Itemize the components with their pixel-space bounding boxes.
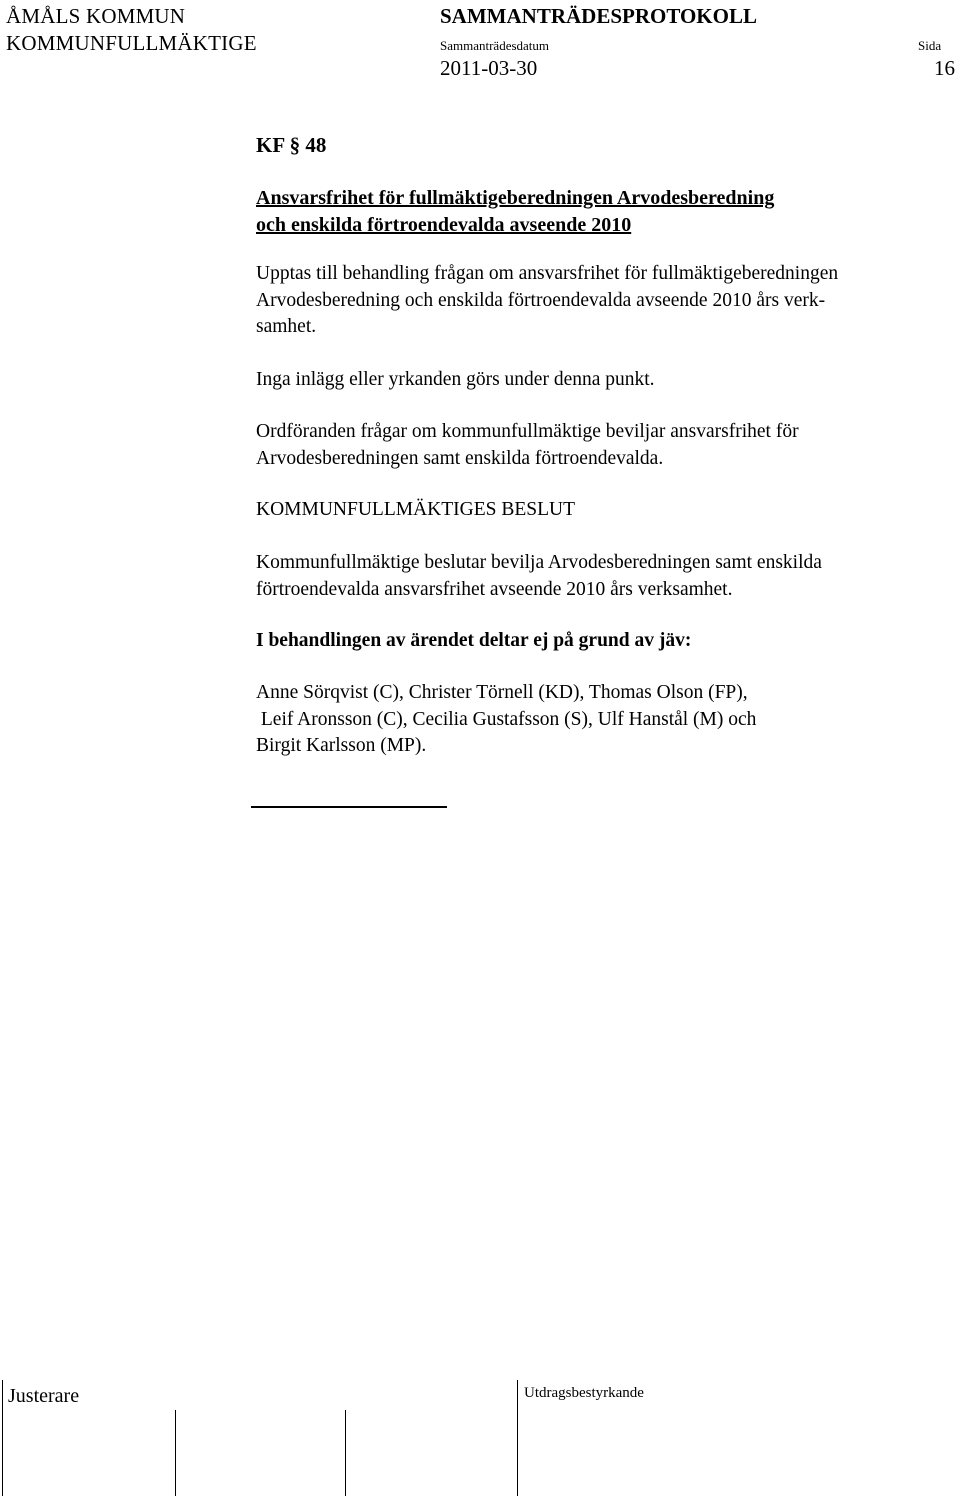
footer-middle-border — [517, 1380, 518, 1496]
signature-divider-1 — [175, 1410, 176, 1496]
intro-paragraph — [256, 261, 838, 341]
decision-line: förtroendevalda ansvarsfrihet avseende 2010 års verksamhet. — [256, 578, 733, 600]
decision-heading-text: KOMMUNFULLMÄKTIGES BESLUT — [256, 499, 576, 520]
chair-question-paragraph — [256, 419, 799, 472]
section-title-line: och enskilda förtroendevalda avseende 2010 — [256, 213, 632, 236]
chair-question-line: Ordföranden frågar om kommunfullmäktige beviljar ansvarsfrihet för — [256, 421, 799, 442]
decision-line: Kommunfullmäktige beslutar bevilja Arvodesberedningen samt enskilda — [256, 552, 822, 573]
date-label: Sammanträdesdatum — [440, 38, 550, 53]
intro-line: Arvodesberedning och enskilda förtroendevalda avseende 2010 års verk- — [256, 289, 826, 311]
recusal-line: Anne Sörqvist (C), Christer Törnell (KD), Thomas Olson (FP), — [256, 682, 748, 703]
recusal-heading — [256, 628, 691, 655]
recusal-list — [256, 680, 756, 760]
footer-left-border — [2, 1380, 3, 1496]
decision-heading — [256, 497, 575, 524]
signature-divider-2 — [345, 1410, 346, 1496]
justerare-label: Justerare — [8, 1385, 80, 1407]
recusal-line: Leif Aronsson (C), Cecilia Gustafsson (S), Ulf Hanstål (M) och — [256, 708, 757, 730]
utdragsbestyrkande-label: Utdragsbestyrkande — [524, 1385, 644, 1401]
municipality-name: ÅMÅLS KOMMUN — [6, 4, 186, 28]
section-end-rule — [251, 806, 447, 808]
decision-paragraph — [256, 550, 822, 603]
recusal-line: Birgit Karlsson (MP). — [256, 735, 427, 756]
no-motions-paragraph — [256, 367, 655, 394]
section-title — [256, 185, 774, 238]
recusal-heading-text: I behandlingen av ärendet deltar ej på grund av jäv: — [256, 630, 692, 651]
page-label: Sida — [918, 38, 942, 53]
section-title-line: Ansvarsfrihet för fullmäktigeberedningen Arvodesberedning — [256, 187, 775, 209]
page-number: 16 — [934, 56, 955, 80]
no-motions-line: Inga inlägg eller yrkanden görs under denna punkt. — [256, 369, 655, 390]
chair-question-line: Arvodesberedningen samt enskilda förtroendevalda. — [256, 447, 664, 469]
intro-line: samhet. — [256, 316, 317, 337]
meeting-date: 2011-03-30 — [440, 56, 538, 80]
intro-line: Upptas till behandling frågan om ansvarsfrihet för fullmäktigeberedningen — [256, 263, 839, 284]
section-number: KF § 48 — [256, 133, 327, 157]
council-name: KOMMUNFULLMÄKTIGE — [6, 31, 257, 55]
document-type: SAMMANTRÄDESPROTOKOLL — [440, 4, 757, 28]
